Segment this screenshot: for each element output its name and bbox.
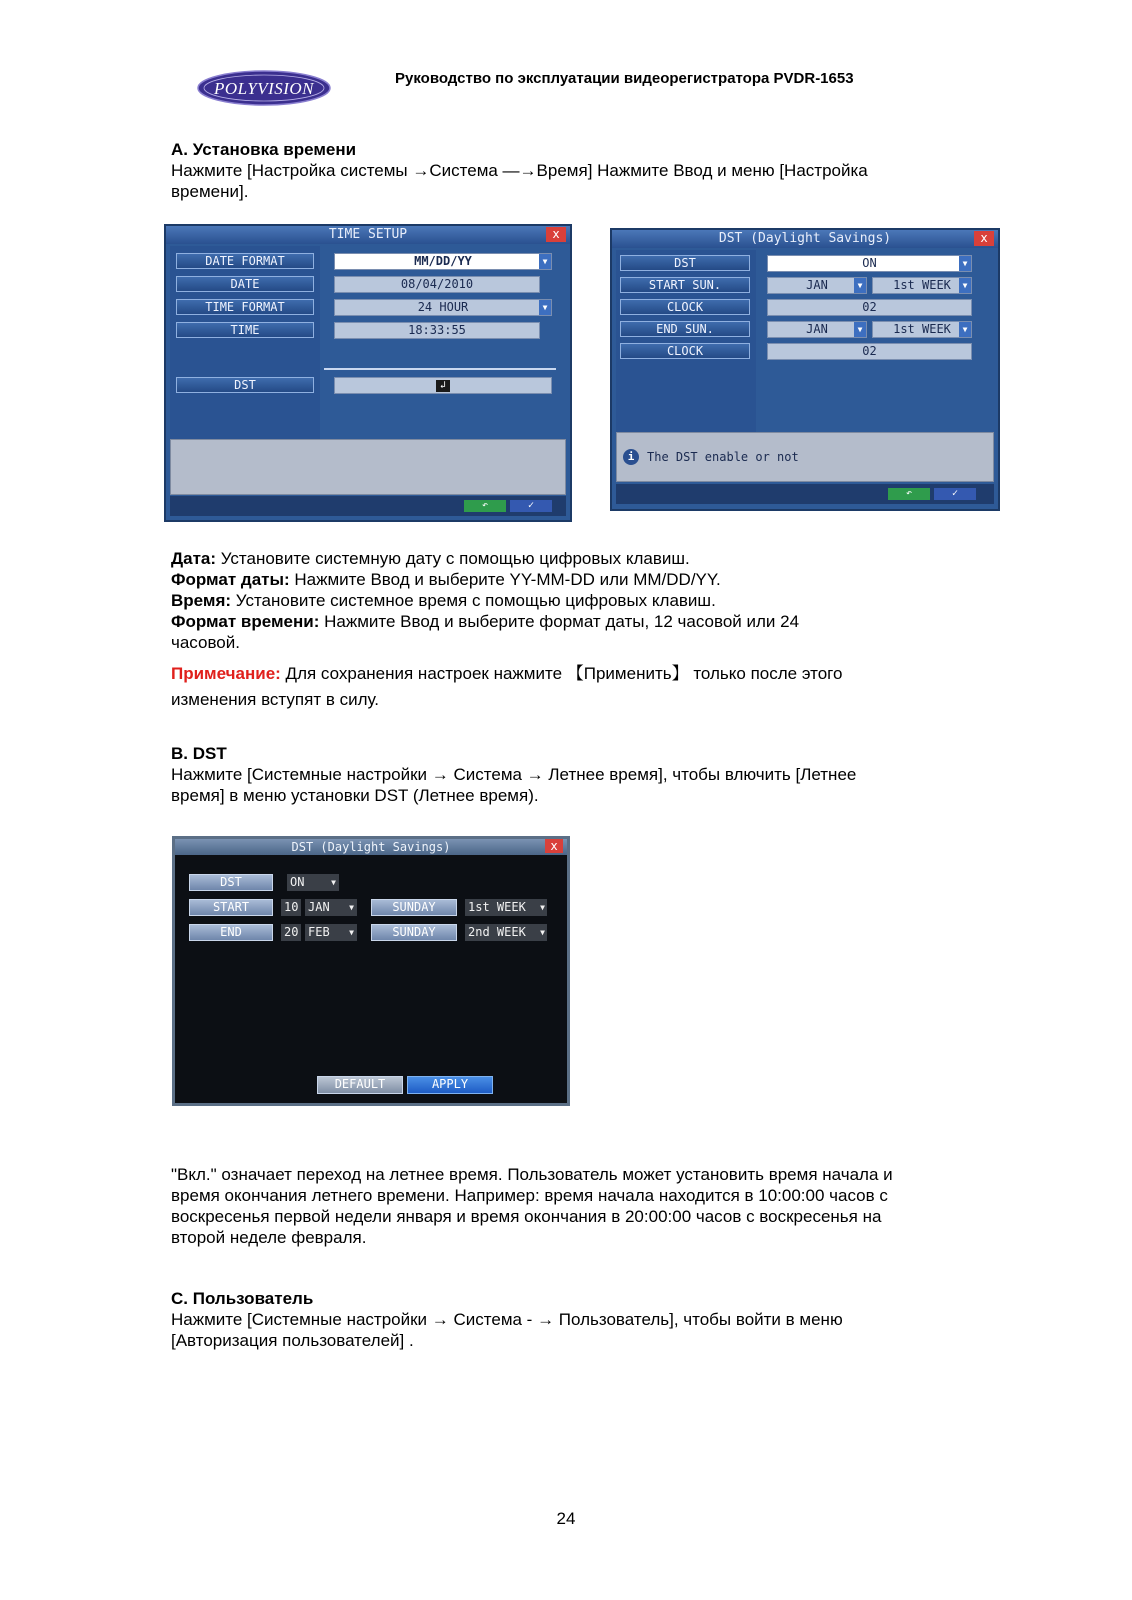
date-field[interactable]: 08/04/2010 (334, 276, 540, 293)
note-cont: изменения вступят в силу. (171, 690, 380, 709)
time-setup-titlebar (166, 226, 570, 244)
confirm-check-icon[interactable]: ✓ (510, 500, 552, 512)
polyvision-logo (197, 69, 331, 107)
dst-label: DST (620, 255, 750, 271)
end-week-value: 2nd WEEK (468, 925, 526, 939)
start-month-select[interactable] (767, 277, 867, 294)
section-b-heading: B. DST (171, 744, 227, 763)
start-clock-label: CLOCK (620, 299, 750, 315)
chevron-down-icon[interactable]: ▼ (959, 256, 971, 271)
start-month-select[interactable] (305, 899, 357, 916)
time-format-select[interactable] (334, 299, 552, 316)
dst-on-paragraph-line3: воскресенья первой недели января и время окончания в 20:00:00 часов с воскресенья на (171, 1207, 882, 1226)
date-label: DATE (176, 276, 314, 292)
section-b-text-line2: время] в меню установки DST (Летнее время). (171, 786, 539, 805)
desc-time-format-label: Формат времени: (171, 612, 320, 631)
dst-small-titlebar (612, 230, 998, 248)
dst-on-paragraph-line2: время окончания летнего времени. Например: время начала находится в 10:00:00 часов с (171, 1186, 888, 1205)
end-week-value: 1st WEEK (893, 322, 951, 336)
dst-on-paragraph-line1: "Вкл." означает переход на летнее время. Пользователь может установить время начала и (171, 1165, 893, 1184)
start-week-select[interactable] (465, 899, 547, 916)
desc-date-format-text: Нажмите Ввод и выберите YY-MM-DD или MM/DD/YY. (289, 570, 721, 589)
chevron-down-icon: ▼ (349, 928, 354, 937)
desc-date-label: Дата: (171, 549, 217, 568)
end-week-select[interactable] (872, 321, 972, 338)
date-format-label: DATE FORMAT (176, 253, 314, 269)
start-label-button: START (189, 899, 273, 916)
status-area (170, 439, 566, 495)
end-label-button: END (189, 924, 273, 941)
time-format-value: 24 HOUR (417, 300, 469, 314)
desc-date-format (171, 569, 721, 590)
document-header-title: Руководство по эксплуатации видеорегистратора PVDR-1653 (395, 70, 854, 87)
section-a-text-line1: Нажмите [Настройка системы →Система —→Время] Нажмите Ввод и меню [Настройка (171, 161, 868, 180)
note-text: Для сохранения настроек нажмите 【Применить】 только после этого (280, 664, 843, 683)
start-week-value: 1st WEEK (893, 278, 951, 292)
desc-time-label: Время: (171, 591, 232, 610)
end-week-select[interactable] (465, 924, 547, 941)
chevron-down-icon[interactable]: ▼ (959, 322, 971, 337)
hint-area (616, 432, 994, 482)
chevron-down-icon[interactable]: ▼ (539, 300, 551, 315)
end-month-select[interactable] (305, 924, 357, 941)
start-sun-label: START SUN. (620, 277, 750, 293)
confirm-check-icon[interactable]: ✓ (934, 488, 976, 500)
section-a-text-line2: времени]. (171, 182, 249, 201)
back-icon[interactable]: ↶ (464, 500, 506, 512)
end-weekday-button[interactable]: SUNDAY (371, 924, 457, 941)
note-label: Примечание: (171, 664, 281, 683)
dst-setup-screen-large (172, 836, 570, 1106)
dst-on-paragraph-line4: второй неделе февраля. (171, 1228, 367, 1247)
section-c-text-line1: Нажмите [Системные настройки → Система - → Пользователь], чтобы войти в меню (171, 1310, 843, 1329)
dst-enable-select[interactable] (287, 874, 339, 891)
chevron-down-icon: ▼ (349, 903, 354, 912)
time-format-label: TIME FORMAT (176, 299, 314, 315)
end-clock-label: CLOCK (620, 343, 750, 359)
desc-date (171, 548, 690, 569)
end-month-select[interactable] (767, 321, 867, 338)
end-month-value: JAN (806, 322, 828, 336)
chevron-down-icon[interactable]: ▼ (854, 278, 866, 293)
desc-time-format (171, 611, 799, 632)
logo-text: POLYVISION (213, 79, 315, 98)
time-setup-footer (170, 496, 566, 516)
start-week-select[interactable] (872, 277, 972, 294)
desc-time-format-text: Нажмите Ввод и выберите формат даты, 12 часовой или 24 (319, 612, 800, 631)
dst-enable-select[interactable] (767, 255, 972, 272)
hint-text: The DST enable or not (647, 450, 799, 464)
close-icon[interactable]: x (545, 839, 563, 853)
start-month-value: JAN (806, 278, 828, 292)
start-week-value: 1st WEEK (468, 900, 526, 914)
desc-time-format-cont: часовой. (171, 633, 240, 652)
end-month-value: FEB (308, 925, 330, 939)
dst-setup-screen-small (610, 228, 1000, 511)
start-day-field[interactable]: 10 (281, 899, 301, 916)
dst-large-title: DST (Daylight Savings) (291, 840, 451, 854)
dst-small-title: DST (Daylight Savings) (718, 231, 892, 246)
start-weekday-button[interactable]: SUNDAY (371, 899, 457, 916)
default-button[interactable]: DEFAULT (317, 1076, 403, 1094)
end-clock-field[interactable]: 02 (767, 343, 972, 360)
time-label: TIME (176, 322, 314, 338)
info-icon: i (623, 449, 639, 465)
time-setup-title: TIME SETUP (328, 227, 408, 242)
section-b-text-line1: Нажмите [Системные настройки → Система → Летнее время], чтобы влючить [Летнее (171, 765, 857, 784)
desc-date-text: Установите системную дату с помощью цифровых клавиш. (216, 549, 690, 568)
page-number: 24 (556, 1509, 576, 1528)
time-field[interactable]: 18:33:55 (334, 322, 540, 339)
end-sun-label: END SUN. (620, 321, 750, 337)
chevron-down-icon: ▼ (540, 928, 545, 937)
note (171, 663, 842, 684)
desc-date-format-label: Формат даты: (171, 570, 290, 589)
start-clock-field[interactable]: 02 (767, 299, 972, 316)
divider (324, 368, 556, 370)
desc-time (171, 590, 716, 611)
back-icon[interactable]: ↶ (888, 488, 930, 500)
dst-label: DST (176, 377, 314, 393)
section-c-text-line2: [Авторизация пользователей] . (171, 1331, 414, 1350)
chevron-down-icon[interactable]: ▼ (854, 322, 866, 337)
dst-enter-button[interactable] (334, 377, 552, 394)
end-day-field[interactable]: 20 (281, 924, 301, 941)
section-c-heading: C. Пользователь (171, 1289, 314, 1308)
chevron-down-icon: ▼ (540, 903, 545, 912)
dst-enable-value: ON (862, 256, 877, 270)
date-format-value: MM/DD/YY (414, 254, 472, 268)
dst-enable-value: ON (290, 875, 305, 889)
time-setup-screen (164, 224, 572, 522)
start-month-value: JAN (308, 900, 330, 914)
enter-arrow-icon: ↲ (436, 380, 450, 392)
chevron-down-icon[interactable]: ▼ (959, 278, 971, 293)
close-icon[interactable]: x (546, 227, 566, 242)
date-format-select[interactable] (334, 253, 552, 270)
chevron-down-icon[interactable]: ▼ (539, 254, 551, 269)
apply-button[interactable]: APPLY (407, 1076, 493, 1094)
section-a-heading: A. Установка времени (171, 140, 357, 159)
desc-time-text: Установите системное время с помощью цифровых клавиш. (231, 591, 716, 610)
chevron-down-icon: ▼ (331, 878, 336, 887)
close-icon[interactable]: x (974, 231, 994, 246)
dst-label-button: DST (189, 874, 273, 891)
dst-large-titlebar (175, 839, 567, 855)
